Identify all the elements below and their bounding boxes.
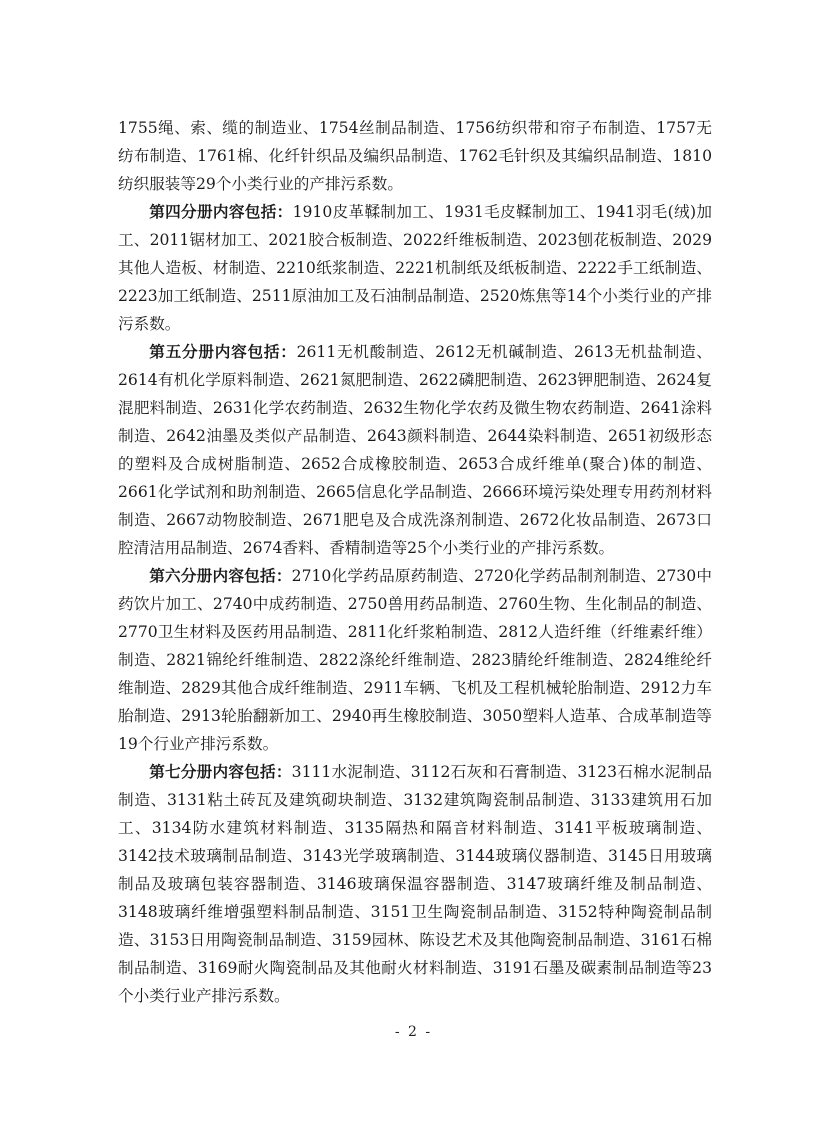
paragraph-text: 1755绳、索、缆的制造业、1754丝制品制造、1756纺织带和帘子布制造、1757无纺布制造、1761棉、化纤针织品及编织品制造、1762毛针织及其编织品制造、1810纺织服装等29个小类行业的产排污系数。 (118, 119, 712, 193)
paragraph-continued (118, 114, 712, 198)
paragraph-volume-7 (118, 758, 712, 1010)
paragraph-volume-5 (118, 338, 712, 562)
paragraph-text: 2611无机酸制造、2612无机碱制造、2613无机盐制造、2614有机化学原料制造、2621氮肥制造、2622磷肥制造、2623钾肥制造、2624复混肥料制造、2631化学农药制造、2632生物化学农药及微生物农药制造、2641涂料制造、2642油墨及类似产品制造、2643颜料制造、2644染料制造、2651初级形态的塑料及合成树脂制造、2652合成橡胶制造、2653合成纤维单(聚合)体的制造、2661化学试剂和助剂制造、2665信息化学品制造、2666环境污染处理专用药剂材料制造、2667动物胶制造、2671肥皂及合成洗涤剂制造、2672化妆品制造、2673口腔清洁用品制造、2674香料、香精制造等25个小类行业的产排污系数。 (118, 343, 712, 557)
paragraph-lead: 第六分册内容包括： (149, 567, 292, 585)
paragraph-lead: 第四分册内容包括： (149, 203, 293, 221)
paragraph-volume-4 (118, 198, 712, 338)
paragraph-text: 3111水泥制造、3112石灰和石膏制造、3123石棉水泥制品制造、3131粘土砖瓦及建筑砌块制造、3132建筑陶瓷制品制造、3133建筑用石加工、3134防水建筑材料制造、3135隔热和隔音材料制造、3141平板玻璃制造、3142技术玻璃制品制造、3143光学玻璃制造、3144玻璃仪器制造、3145日用玻璃制品及玻璃包装容器制造、3146玻璃保温容器制造、3147玻璃纤维及制品制造、3148玻璃纤维增强塑料制品制造、3151卫生陶瓷制品制造、3152特种陶瓷制品制造、3153日用陶瓷制品制造、3159园林、陈设艺术及其他陶瓷制品制造、3161石棉制品制造、3169耐火陶瓷制品及其他耐火材料制造、3191石墨及碳素制品制造等23个小类行业产排污系数。 (118, 763, 712, 1005)
page-number: - 2 - (394, 1024, 433, 1040)
paragraph-volume-6 (118, 562, 712, 758)
paragraph-lead: 第五分册内容包括： (149, 343, 297, 361)
paragraph-text: 2710化学药品原药制造、2720化学药品制剂制造、2730中药饮片加工、2740中成药制造、2750兽用药品制造、2760生物、生化制品的制造、2770卫生材料及医药用品制造、2811化纤浆粕制造、2812人造纤维（纤维素纤维）制造、2821锦纶纤维制造、2822涤纶纤维制造、2823腈纶纤维制造、2824维纶纤维制造、2829其他合成纤维制造、2911车辆、飞机及工程机械轮胎制造、2912力车胎制造、2913轮胎翻新加工、2940再生橡胶制造、3050塑料人造革、合成革制造等19个行业产排污系数。 (118, 567, 712, 753)
paragraph-lead: 第七分册内容包括： (149, 763, 292, 781)
paragraph-text: 1910皮革鞣制加工、1931毛皮鞣制加工、1941羽毛(绒)加工、2011锯材加工、2021胶合板制造、2022纤维板制造、2023刨花板制造、2029其他人造板、材制造、2210纸浆制造、2221机制纸及纸板制造、2222手工纸制造、2223加工纸制造、2511原油加工及石油制品制造、2520炼焦等14个小类行业的产排污系数。 (118, 203, 712, 333)
document-body (118, 114, 712, 1010)
